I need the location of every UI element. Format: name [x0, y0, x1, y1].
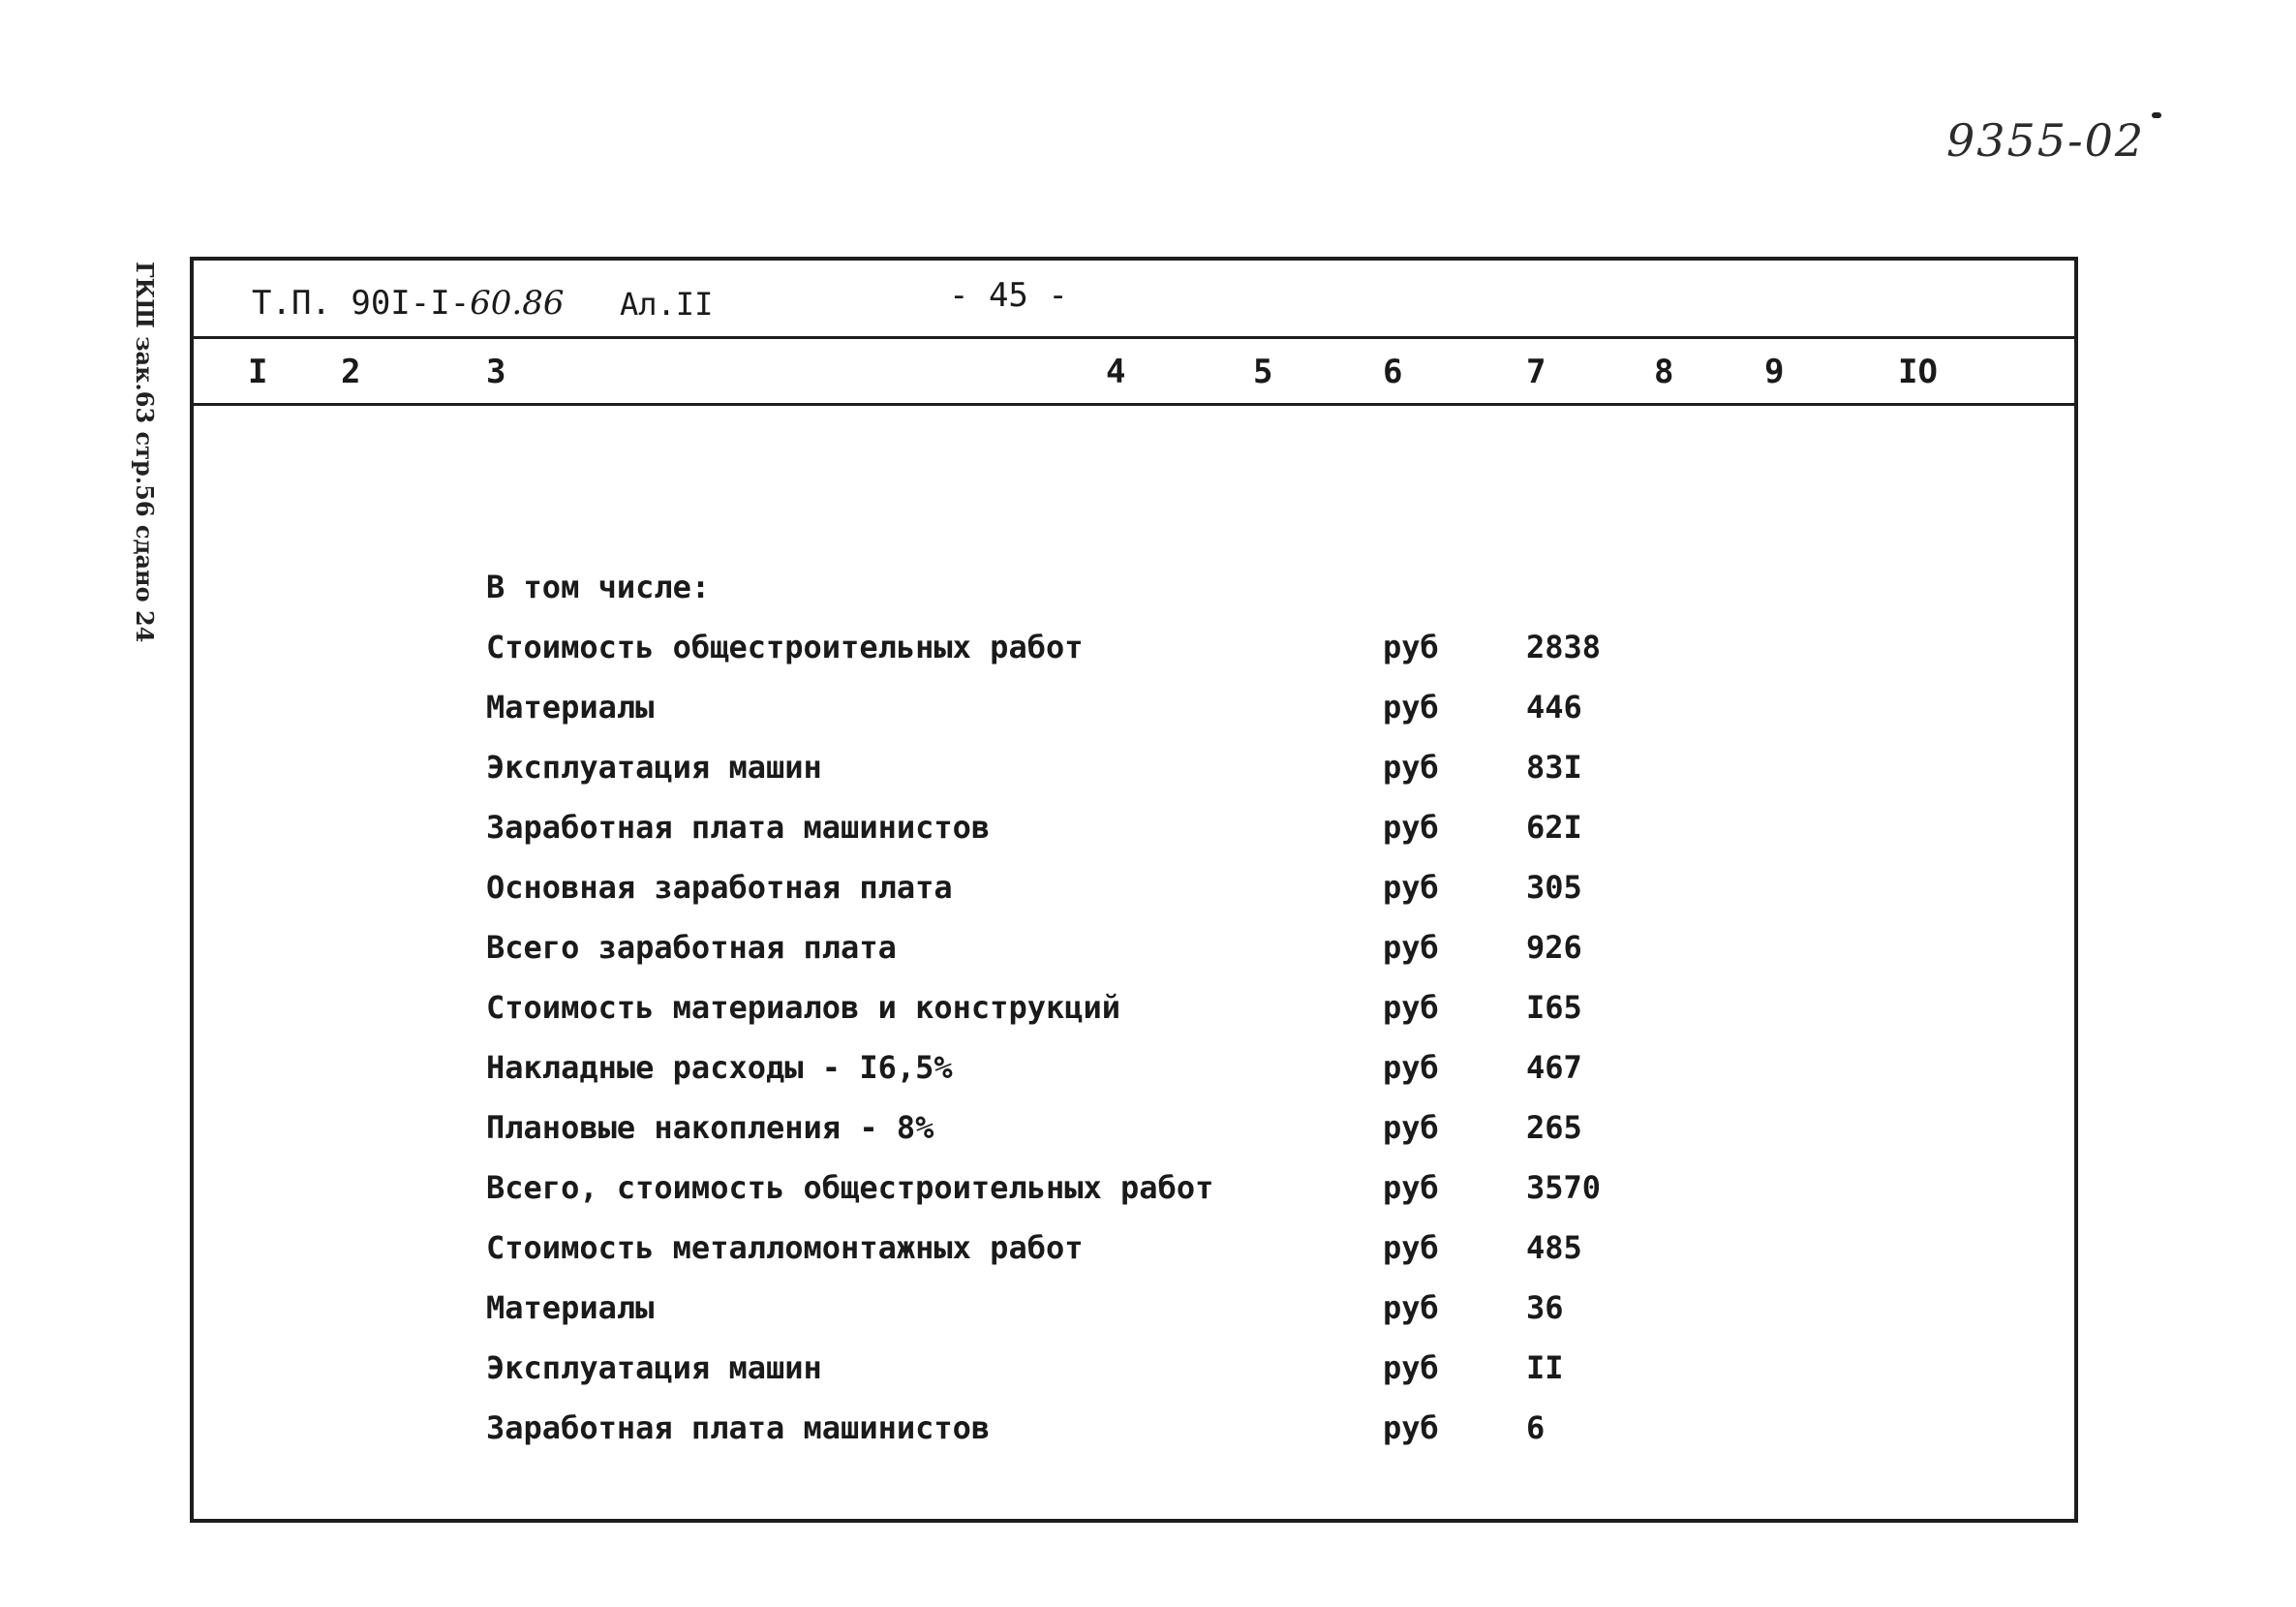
row-value: 83I	[1526, 749, 1582, 786]
row-value: 3570	[1526, 1169, 1602, 1206]
column-number: 8	[1654, 353, 1674, 391]
table-row	[194, 749, 2074, 809]
page-number: - 45 -	[949, 276, 1068, 315]
row-unit: руб	[1383, 1349, 1439, 1386]
table-row	[194, 1169, 2074, 1229]
row-unit: руб	[1383, 989, 1439, 1026]
row-unit: руб	[1383, 929, 1439, 966]
row-value: 62I	[1526, 809, 1582, 846]
row-name: Эксплуатация машин	[486, 749, 822, 786]
table-row	[194, 929, 2074, 989]
row-name: Основная заработная плата	[486, 869, 953, 906]
row-name: Материалы	[486, 1289, 655, 1326]
row-value: II	[1526, 1349, 1564, 1386]
row-name: Стоимость общестроительных работ	[486, 629, 1084, 665]
row-value: 6	[1526, 1409, 1546, 1446]
row-unit: руб	[1383, 809, 1439, 846]
row-unit: руб	[1383, 1169, 1439, 1206]
table-row	[194, 1229, 2074, 1289]
row-name: Накладные расходы - I6,5%	[486, 1049, 953, 1086]
row-value: 305	[1526, 869, 1582, 906]
row-name: Заработная плата машинистов	[486, 809, 991, 846]
row-value: I65	[1526, 989, 1582, 1026]
row-value: 467	[1526, 1049, 1582, 1086]
column-number-row	[194, 339, 2074, 406]
side-note-text: ГКШ зак.63 стр.56 сдано 24	[131, 262, 159, 643]
column-number: 5	[1253, 353, 1273, 391]
archive-code: 9355-02	[1946, 114, 2146, 167]
row-value: 446	[1526, 689, 1582, 726]
table-row	[194, 629, 2074, 689]
row-value: 265	[1526, 1109, 1582, 1146]
column-number: IO	[1898, 353, 1938, 391]
row-unit: руб	[1383, 1109, 1439, 1146]
row-value: 926	[1526, 929, 1582, 966]
table-row	[194, 1409, 2074, 1469]
column-number: 6	[1383, 353, 1403, 391]
row-unit: руб	[1383, 1409, 1439, 1446]
column-number: 7	[1526, 353, 1546, 391]
row-unit: руб	[1383, 869, 1439, 906]
row-unit: руб	[1383, 689, 1439, 726]
document-id-handwritten: 60.86	[470, 284, 565, 323]
row-name: Стоимость материалов и конструкций	[486, 989, 1121, 1026]
row-name: Эксплуатация машин	[486, 1349, 822, 1386]
ink-mark	[2152, 112, 2161, 118]
row-value: 2838	[1526, 629, 1602, 665]
row-name: Заработная плата машинистов	[486, 1409, 991, 1446]
table-row	[194, 989, 2074, 1049]
row-name: Плановые накопления - 8%	[486, 1109, 934, 1146]
row-name: Всего, стоимость общестроительных работ	[486, 1169, 1214, 1206]
document-id	[252, 284, 565, 323]
table-row	[194, 689, 2074, 749]
row-unit: руб	[1383, 1049, 1439, 1086]
side-margin-note	[126, 262, 174, 643]
document-id-printed: Т.П. 90I-I-	[252, 284, 471, 323]
row-name: Материалы	[486, 689, 655, 726]
row-unit: руб	[1383, 1229, 1439, 1266]
row-name: Стоимость металломонтажных работ	[486, 1229, 1084, 1266]
column-number: 4	[1106, 353, 1126, 391]
column-number: 3	[486, 353, 506, 391]
row-value: 36	[1526, 1289, 1564, 1326]
section-title: В том числе:	[486, 569, 711, 605]
row-unit: руб	[1383, 629, 1439, 665]
column-number: I	[248, 353, 268, 391]
row-unit: руб	[1383, 749, 1439, 786]
table-row	[194, 1349, 2074, 1409]
table-row	[194, 869, 2074, 929]
table-row	[194, 1109, 2074, 1169]
row-name: Всего заработная плата	[486, 929, 897, 966]
row-value: 485	[1526, 1229, 1582, 1266]
table-row	[194, 1289, 2074, 1349]
document-frame	[190, 257, 2078, 1523]
column-number: 9	[1764, 353, 1785, 391]
album-number: Ал.II	[620, 286, 714, 323]
row-unit: руб	[1383, 1289, 1439, 1326]
column-number: 2	[341, 353, 361, 391]
table-row	[194, 809, 2074, 869]
table-row	[194, 1049, 2074, 1109]
page-header	[194, 261, 2074, 339]
